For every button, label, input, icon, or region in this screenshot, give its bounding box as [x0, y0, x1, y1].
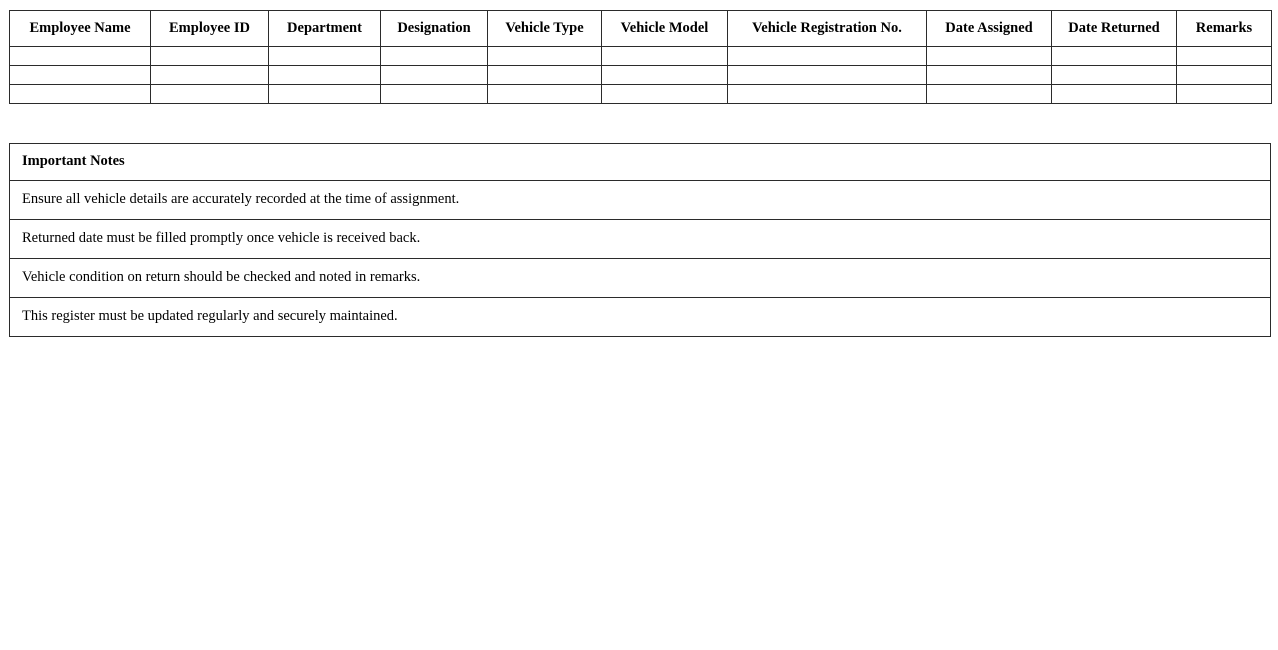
cell-date-assigned[interactable] — [927, 47, 1052, 66]
list-item — [10, 220, 1271, 259]
list-item — [10, 259, 1271, 298]
column-header-employee-id: Employee ID — [151, 11, 269, 47]
cell-remarks[interactable] — [1177, 47, 1272, 66]
table-row[interactable] — [10, 85, 1272, 104]
cell-employee-id[interactable] — [151, 66, 269, 85]
column-header-designation: Designation — [381, 11, 488, 47]
cell-employee-name[interactable] — [10, 47, 151, 66]
cell-vehicle-model[interactable] — [602, 66, 728, 85]
note-text: Returned date must be filled promptly once vehicle is received back. — [10, 220, 1271, 259]
cell-vehicle-registration-no[interactable] — [728, 85, 927, 104]
list-item — [10, 298, 1271, 337]
column-header-employee-name: Employee Name — [10, 11, 151, 47]
cell-vehicle-type[interactable] — [488, 85, 602, 104]
cell-department[interactable] — [269, 47, 381, 66]
column-header-vehicle-registration-no: Vehicle Registration No. — [728, 11, 927, 47]
notes-table — [9, 143, 1271, 337]
cell-designation[interactable] — [381, 85, 488, 104]
cell-remarks[interactable] — [1177, 85, 1272, 104]
table-header-row — [10, 11, 1272, 47]
register-table — [9, 10, 1272, 104]
column-header-vehicle-model: Vehicle Model — [602, 11, 728, 47]
cell-date-returned[interactable] — [1052, 85, 1177, 104]
cell-date-returned[interactable] — [1052, 66, 1177, 85]
notes-header-row — [10, 144, 1271, 181]
table-row[interactable] — [10, 66, 1272, 85]
list-item — [10, 181, 1271, 220]
important-notes-section — [9, 143, 1271, 337]
column-header-date-returned: Date Returned — [1052, 11, 1177, 47]
cell-vehicle-model[interactable] — [602, 47, 728, 66]
cell-date-assigned[interactable] — [927, 85, 1052, 104]
cell-vehicle-model[interactable] — [602, 85, 728, 104]
note-text: Vehicle condition on return should be checked and noted in remarks. — [10, 259, 1271, 298]
cell-designation[interactable] — [381, 66, 488, 85]
cell-department[interactable] — [269, 85, 381, 104]
cell-department[interactable] — [269, 66, 381, 85]
cell-date-returned[interactable] — [1052, 47, 1177, 66]
column-header-remarks: Remarks — [1177, 11, 1272, 47]
cell-employee-id[interactable] — [151, 47, 269, 66]
column-header-department: Department — [269, 11, 381, 47]
notes-heading: Important Notes — [10, 144, 1271, 181]
column-header-date-assigned: Date Assigned — [927, 11, 1052, 47]
note-text: This register must be updated regularly and securely maintained. — [10, 298, 1271, 337]
note-text: Ensure all vehicle details are accurately recorded at the time of assignment. — [10, 181, 1271, 220]
cell-employee-name[interactable] — [10, 85, 151, 104]
vehicle-assignment-register — [9, 10, 1271, 104]
cell-vehicle-registration-no[interactable] — [728, 66, 927, 85]
cell-date-assigned[interactable] — [927, 66, 1052, 85]
cell-vehicle-type[interactable] — [488, 66, 602, 85]
column-header-vehicle-type: Vehicle Type — [488, 11, 602, 47]
cell-vehicle-type[interactable] — [488, 47, 602, 66]
cell-employee-name[interactable] — [10, 66, 151, 85]
cell-employee-id[interactable] — [151, 85, 269, 104]
cell-designation[interactable] — [381, 47, 488, 66]
table-row[interactable] — [10, 47, 1272, 66]
cell-vehicle-registration-no[interactable] — [728, 47, 927, 66]
cell-remarks[interactable] — [1177, 66, 1272, 85]
